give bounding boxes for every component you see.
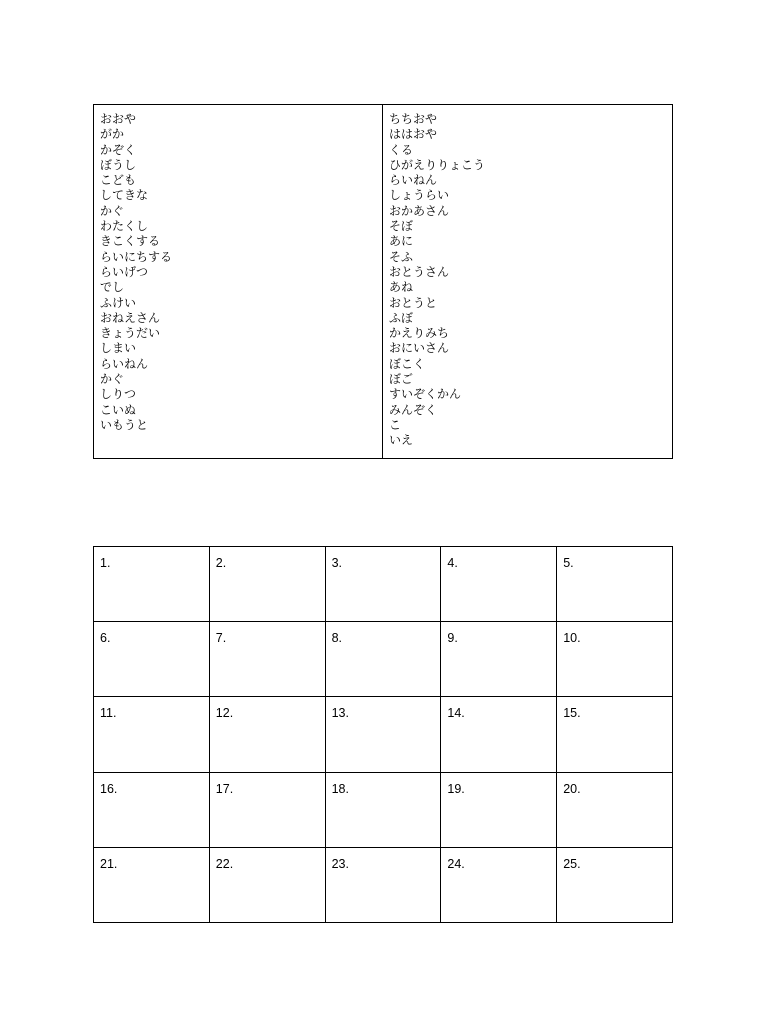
word-item: かぐ: [100, 372, 125, 387]
bingo-cell: 12.: [210, 697, 326, 772]
bingo-cell: 9.: [441, 622, 557, 697]
word-item: すいぞくかん: [389, 387, 462, 402]
bingo-cell: 6.: [94, 622, 210, 697]
word-item: いえ: [389, 433, 414, 448]
word-item: ひがえりりょこう: [389, 157, 486, 172]
word-item: こいぬ: [100, 402, 137, 417]
bingo-cell: 13.: [326, 697, 442, 772]
bingo-cell: 1.: [94, 547, 210, 622]
word-item: おとうさん: [389, 264, 450, 279]
bingo-cell: 5.: [557, 547, 673, 622]
word-item: おねえさん: [100, 310, 161, 325]
bingo-cell: 21.: [94, 848, 210, 923]
word-item: あに: [389, 234, 414, 249]
word-list-right-column: [383, 105, 672, 458]
word-item: おにいさん: [389, 341, 450, 356]
bingo-cell: 10.: [557, 622, 673, 697]
word-item: しりつ: [100, 387, 137, 402]
word-item: かえりみち: [389, 326, 450, 341]
word-item: わたくし: [100, 219, 149, 234]
word-item: こ: [389, 417, 402, 432]
bingo-cell: 20.: [557, 773, 673, 848]
bingo-cell: 17.: [210, 773, 326, 848]
word-list-table: [93, 104, 673, 459]
word-item: でし: [100, 280, 125, 295]
bingo-cell: 15.: [557, 697, 673, 772]
word-item: ふけい: [100, 295, 137, 310]
word-item: ふぼ: [389, 310, 414, 325]
word-item: らいげつ: [100, 264, 149, 279]
bingo-cell: 11.: [94, 697, 210, 772]
word-item: ぼご: [389, 372, 414, 387]
word-item: ぼうし: [100, 157, 137, 172]
word-item: らいねん: [389, 173, 438, 188]
bingo-cell: 18.: [326, 773, 442, 848]
bingo-cell: 16.: [94, 773, 210, 848]
word-item: あね: [389, 280, 414, 295]
bingo-cell: 22.: [210, 848, 326, 923]
bingo-cell: 4.: [441, 547, 557, 622]
word-item: らいにちする: [100, 249, 173, 264]
word-item: ちちおや: [389, 112, 438, 126]
word-item: おかあさん: [389, 203, 450, 218]
bingo-cell: 23.: [326, 848, 442, 923]
word-item: ぼこく: [389, 356, 426, 371]
bingo-cell: 14.: [441, 697, 557, 772]
bingo-cell: 24.: [441, 848, 557, 923]
word-item: がか: [100, 127, 125, 142]
bingo-cell: 8.: [326, 622, 442, 697]
word-item: おとうと: [389, 295, 438, 310]
bingo-cell: 19.: [441, 773, 557, 848]
bingo-cell: 2.: [210, 547, 326, 622]
word-item: みんぞく: [389, 402, 438, 417]
word-item: くる: [389, 142, 414, 157]
word-item: そぼ: [389, 219, 414, 234]
word-item: しまい: [100, 341, 137, 356]
bingo-cell: 25.: [557, 848, 673, 923]
word-list-left-column: [94, 105, 383, 458]
word-item: らいねん: [100, 356, 149, 371]
word-item: しょうらい: [389, 188, 450, 203]
word-item: こども: [100, 173, 137, 188]
word-item: かぞく: [100, 142, 137, 157]
word-item: そふ: [389, 249, 414, 264]
word-item: きょうだい: [100, 326, 161, 341]
word-item: かぐ: [100, 203, 125, 218]
word-item: してきな: [100, 188, 149, 203]
word-item: きこくする: [100, 234, 161, 249]
bingo-cell: 7.: [210, 622, 326, 697]
bingo-cell: 3.: [326, 547, 442, 622]
word-item: ははおや: [389, 127, 438, 142]
word-item: いもうと: [100, 417, 149, 432]
bingo-grid: [93, 546, 673, 923]
word-item: おおや: [100, 112, 137, 126]
